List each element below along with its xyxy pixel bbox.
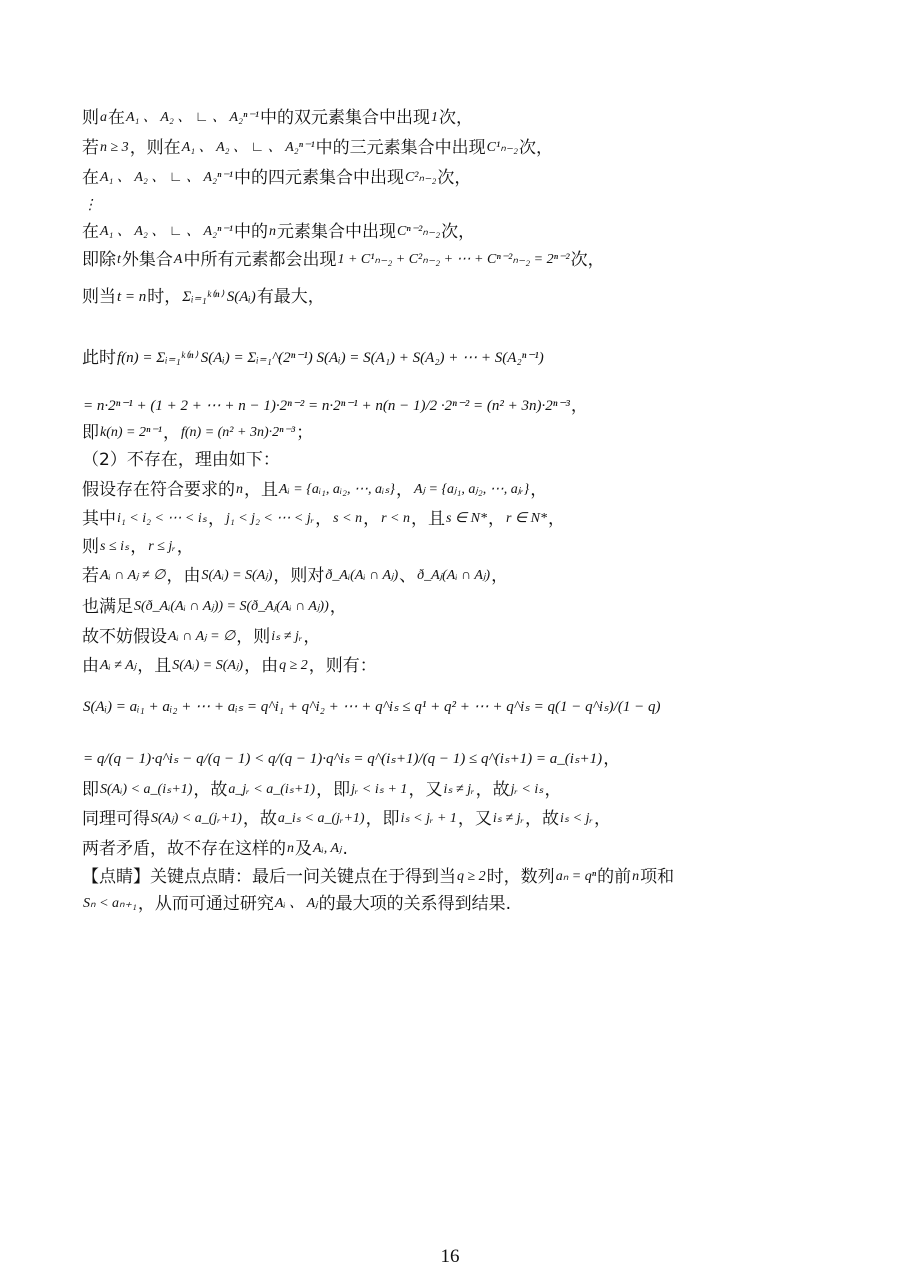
text-run: 次， xyxy=(570,249,605,270)
text-run: ，且 xyxy=(410,508,445,529)
text-run: ， xyxy=(491,565,509,586)
text-run: ， xyxy=(162,422,180,443)
math-expression: t xyxy=(117,252,121,267)
text-run: （2）不存在，理由如下： xyxy=(82,449,280,470)
math-expression: = q/(q − 1)·q^iₛ − q/(q − 1) < q/(q − 1)·q^iₛ = q^(iₛ+1)/(q − 1) ≤ q^(iₛ+1) = a_(iₛ+1) xyxy=(83,750,603,767)
text-run: 在 xyxy=(108,107,125,128)
text-run: 也满足 xyxy=(82,596,133,617)
text-line xyxy=(82,597,347,617)
text-run: 两者矛盾，故不存在这样的 xyxy=(82,838,286,859)
math-expression: S(ð_Aᵢ(Aᵢ ∩ Aⱼ)) = S(ð_Aⱼ(Aᵢ ∩ Aⱼ)) xyxy=(134,599,329,614)
text-run: ， xyxy=(207,508,225,529)
text-run: 由 xyxy=(82,655,99,676)
text-run: 则当 xyxy=(82,286,116,307)
math-expression: Aᵢ = {aᵢ₁, aᵢ₂, ⋯, aᵢₛ} xyxy=(279,482,396,497)
math-expression: A₁ 、 A₂ 、 ∟ 、 A₂ⁿ⁻¹ xyxy=(126,110,259,125)
math-expression: iₛ ≠ jᵣ xyxy=(492,811,525,826)
text-line xyxy=(82,196,98,216)
text-run: 时， xyxy=(147,286,182,307)
text-run: ， xyxy=(593,808,611,829)
text-line xyxy=(82,423,313,443)
math-expression: C²ₙ₋₂ xyxy=(404,170,437,185)
text-run: ，由 xyxy=(244,655,279,676)
text-run: ， xyxy=(130,536,148,557)
text-run: 在 xyxy=(82,167,99,188)
math-expression: iₛ < jᵣ xyxy=(560,811,593,826)
text-run: ， xyxy=(363,508,381,529)
math-expression: iₛ ≠ jᵣ xyxy=(271,629,303,644)
math-expression: jᵣ < iₛ + 1 xyxy=(351,782,408,797)
text-run: 其中 xyxy=(82,508,116,529)
text-line xyxy=(82,108,473,128)
math-expression: a_jᵣ < a_(iₛ+1) xyxy=(228,782,316,797)
text-run: 假设存在符合要求的 xyxy=(82,479,235,500)
math-expression: aₙ = qⁿ xyxy=(555,869,597,884)
text-run: 中的 xyxy=(233,221,268,242)
page-number: 16 xyxy=(440,1246,460,1267)
math-expression: jᵣ < iₛ xyxy=(510,782,544,797)
text-run: ，即 xyxy=(316,779,351,800)
text-run: ，故 xyxy=(242,808,277,829)
text-run: ，从而可通过研究 xyxy=(137,893,274,914)
math-expression: A₁ 、 A₂ 、 ∟ 、 A₂ⁿ⁻¹ xyxy=(100,170,233,185)
math-expression: k(n) = 2ⁿ⁻¹ xyxy=(100,425,162,440)
text-run: ， xyxy=(547,508,565,529)
math-expression: q ≥ 2 xyxy=(457,869,486,884)
math-expression: Aⱼ = {aⱼ₁, aⱼ₂, ⋯, aⱼᵣ} xyxy=(414,482,530,497)
text-run: ， xyxy=(315,508,333,529)
text-run: ； xyxy=(296,422,314,443)
math-expression: f(n) = Σᵢ₌₁ᵏ⁽ⁿ⁾ S(Aᵢ) = Σᵢ₌₁^(2ⁿ⁻¹) S(Aᵢ) = S(A₁) + S(A₂) + ⋯ + S(A₂ⁿ⁻¹) xyxy=(117,349,544,366)
math-expression: s ∈ N* xyxy=(445,511,487,526)
text-run: 项和 xyxy=(640,866,675,887)
text-run: 中所有元素都会出现 xyxy=(183,249,337,270)
text-line xyxy=(82,334,545,382)
text-run: . xyxy=(342,838,348,859)
math-expression: r ≤ jᵣ xyxy=(148,539,176,554)
text-run: ，故 xyxy=(525,808,560,829)
text-line xyxy=(82,509,565,529)
text-run: 时，数列 xyxy=(486,866,555,887)
text-run: ， xyxy=(530,479,548,500)
math-expression: n ≥ 3 xyxy=(100,140,129,155)
math-expression: iₛ < jᵣ + 1 xyxy=(400,811,457,826)
math-expression: Aᵢ 、 Aⱼ xyxy=(274,896,318,911)
text-run: 次， xyxy=(437,167,472,188)
text-run: 此时 xyxy=(82,347,116,368)
text-run: ，且 xyxy=(244,479,278,500)
text-run: 同理可得 xyxy=(82,808,150,829)
text-line xyxy=(82,138,553,158)
math-expression: ð_Aⱼ(Aᵢ ∩ Aⱼ) xyxy=(417,568,491,583)
text-line xyxy=(82,168,471,188)
text-run: 的前 xyxy=(597,866,632,887)
math-expression: 1 xyxy=(430,110,438,125)
text-run: 【点睛】关键点点睛：最后一问关键点在于得到当 xyxy=(82,866,456,887)
math-expression: iₛ ≠ jᵣ xyxy=(443,782,475,797)
math-expression: n xyxy=(632,869,640,884)
text-line xyxy=(82,566,508,586)
math-expression: A₁ 、 A₂ 、 ∟ 、 A₂ⁿ⁻¹ xyxy=(100,224,233,239)
text-run: 次， xyxy=(519,137,554,158)
text-run: 在 xyxy=(82,221,99,242)
text-run: ，则 xyxy=(236,626,271,647)
text-run: 有最大， xyxy=(256,286,325,307)
text-line xyxy=(82,839,348,859)
math-expression: Aᵢ ≠ Aⱼ xyxy=(100,658,137,673)
math-expression: Σᵢ₌₁ᵏ⁽ⁿ⁾ S(Aᵢ) xyxy=(182,288,256,305)
text-run: 即除 xyxy=(82,249,116,270)
math-expression: Aᵢ ∩ Aⱼ = ∅ xyxy=(168,629,236,644)
text-run: ，又 xyxy=(457,808,492,829)
text-run: 中的四元素集合中出现 xyxy=(233,167,404,188)
text-run: ，则在 xyxy=(129,137,181,158)
text-line xyxy=(82,656,377,676)
math-expression: C¹ₙ₋₂ xyxy=(486,140,519,155)
math-expression: S(Aᵢ) = S(Aⱼ) xyxy=(172,658,244,673)
math-expression: a xyxy=(100,110,107,125)
text-run: ，故 xyxy=(193,779,228,800)
text-run: ，又 xyxy=(408,779,443,800)
text-line xyxy=(82,627,320,647)
text-run: ， xyxy=(603,748,621,769)
text-line xyxy=(82,277,325,317)
text-run: 即 xyxy=(82,779,99,800)
text-line xyxy=(82,687,661,727)
math-expression: A₁ 、 A₂ 、 ∟ 、 A₂ⁿ⁻¹ xyxy=(181,140,315,155)
math-expression: = n·2ⁿ⁻¹ + (1 + 2 + ⋯ + n − 1)·2ⁿ⁻² = n·2ⁿ⁻¹ + n(n − 1)/2 ·2ⁿ⁻² = (n² + 3n)·2ⁿ⁻³ xyxy=(83,397,570,414)
math-expression: n xyxy=(287,841,294,856)
math-expression: S(Aⱼ) < a_(jᵣ+1) xyxy=(151,811,242,826)
text-run: 外集合 xyxy=(121,249,173,270)
math-expression: Sₙ < aₙ₊₁ xyxy=(83,896,137,911)
math-expression: f(n) = (n² + 3n)·2ⁿ⁻³ xyxy=(180,425,296,440)
text-run: 故不妨假设 xyxy=(82,626,167,647)
math-expression: ⋮ xyxy=(83,198,97,213)
math-expression: j₁ < j₂ < ⋯ < jᵣ xyxy=(225,511,315,526)
text-run: 若 xyxy=(82,137,99,158)
text-run: ， xyxy=(176,536,194,557)
text-run: 中的双元素集合中出现 xyxy=(259,107,430,128)
text-line xyxy=(82,222,475,242)
text-run: 、 xyxy=(399,565,417,586)
text-line xyxy=(82,480,547,500)
text-run: 次， xyxy=(441,221,476,242)
text-line xyxy=(82,867,674,887)
text-run: ， xyxy=(570,395,588,416)
text-run: ，故 xyxy=(475,779,510,800)
text-run: ， xyxy=(329,596,347,617)
math-expression: a_iₛ < a_(jᵣ+1) xyxy=(277,811,365,826)
text-run: 则 xyxy=(82,536,99,557)
math-expression: n xyxy=(268,224,276,239)
math-expression: r < n xyxy=(381,511,410,526)
text-line xyxy=(82,809,611,829)
text-run: ，由 xyxy=(166,565,201,586)
text-run: ， xyxy=(487,508,505,529)
text-run: 的最大项的关系得到结果. xyxy=(318,893,512,914)
text-run: ，即 xyxy=(365,808,400,829)
text-line xyxy=(82,385,588,427)
math-expression: S(Aᵢ) = aᵢ₁ + aᵢ₂ + ⋯ + aᵢₛ = q^i₁ + q^i₂ + ⋯ + q^iₛ ≤ q¹ + q² + ⋯ + q^iₛ = q(1 − q^iₛ)/(1 − q) xyxy=(83,698,661,715)
math-expression: A xyxy=(173,252,183,267)
math-expression: ð_Aᵢ(Aᵢ ∩ Aⱼ) xyxy=(325,568,399,583)
text-line xyxy=(82,741,620,777)
math-expression: S(Aᵢ) = S(Aⱼ) xyxy=(201,568,273,583)
math-expression: Aᵢ ∩ Aⱼ ≠ ∅ xyxy=(100,568,166,583)
text-line xyxy=(82,450,280,470)
math-expression: s < n xyxy=(333,511,363,526)
text-run: ， xyxy=(396,479,414,500)
text-run: ，且 xyxy=(137,655,172,676)
math-expression: q ≥ 2 xyxy=(279,658,308,673)
text-run: 即 xyxy=(82,422,99,443)
text-run: ，则对 xyxy=(273,565,325,586)
math-expression: s ≤ iₛ xyxy=(100,539,130,554)
math-expression: 1 + C¹ₙ₋₂ + C²ₙ₋₂ + ⋯ + Cⁿ⁻²ₙ₋₂ = 2ⁿ⁻² xyxy=(337,252,570,267)
text-run: 中的三元素集合中出现 xyxy=(315,137,486,158)
math-expression: Aᵢ, Aⱼ xyxy=(313,841,342,856)
text-run: ， xyxy=(303,626,321,647)
math-expression: t = n xyxy=(117,288,147,305)
text-line xyxy=(82,250,605,270)
text-run: 及 xyxy=(295,838,312,859)
text-run: 元素集合中出现 xyxy=(276,221,396,242)
text-run: ， xyxy=(544,779,562,800)
math-expression: Cⁿ⁻²ₙ₋₂ xyxy=(396,224,441,239)
text-run: 若 xyxy=(82,565,99,586)
text-run: ，则有： xyxy=(308,655,377,676)
text-run: 次， xyxy=(438,107,473,128)
text-line xyxy=(82,537,194,557)
math-expression: S(Aᵢ) < a_(iₛ+1) xyxy=(100,782,193,797)
math-expression: i₁ < i₂ < ⋯ < iₛ xyxy=(117,511,207,526)
math-expression: r ∈ N* xyxy=(505,511,547,526)
text-line xyxy=(82,894,511,914)
text-line xyxy=(82,780,561,800)
text-run: 则 xyxy=(82,107,99,128)
math-expression: n xyxy=(236,482,243,497)
